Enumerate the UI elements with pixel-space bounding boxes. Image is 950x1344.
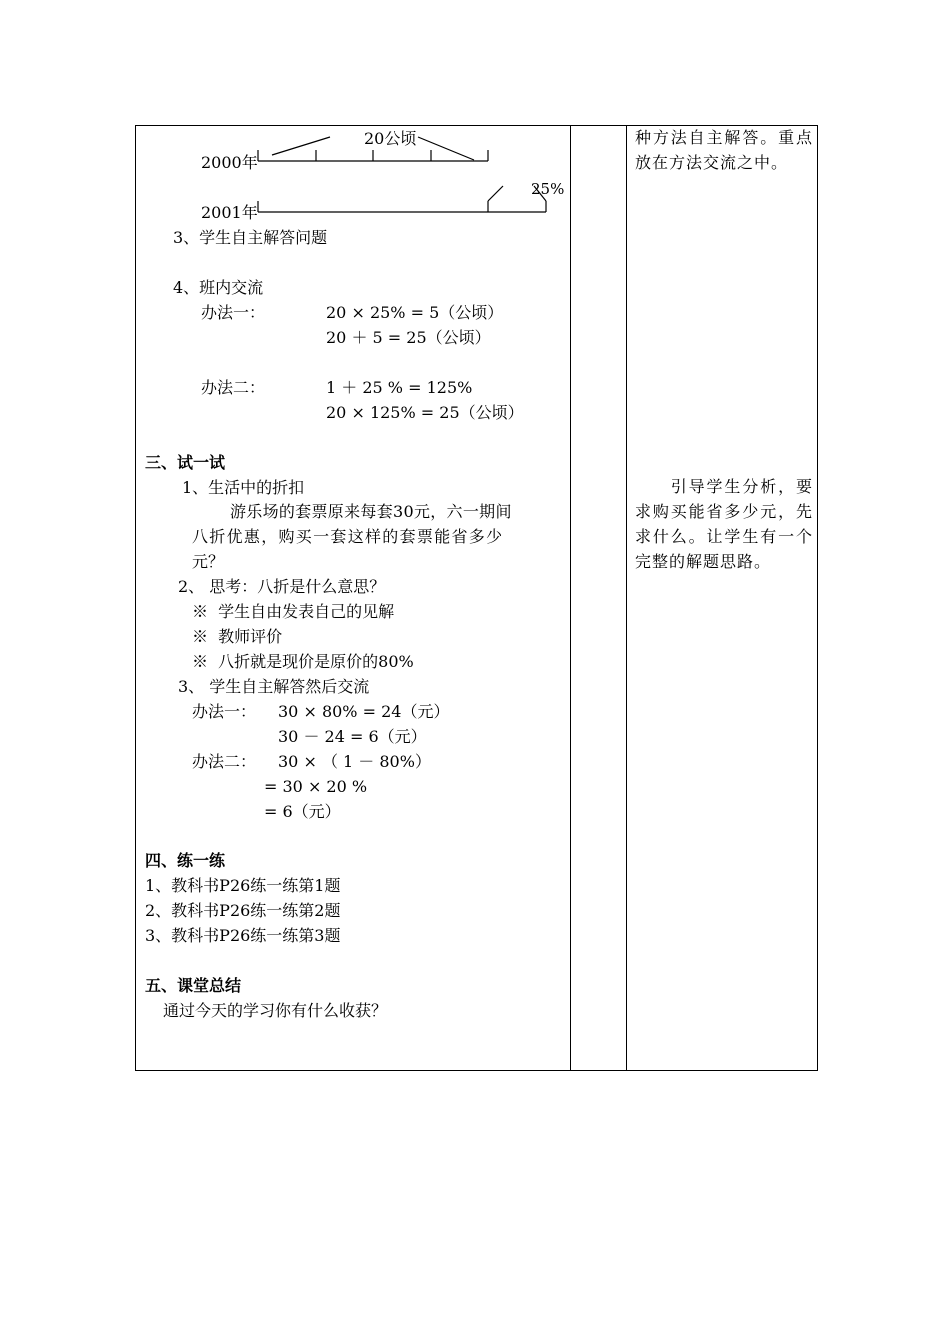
s3-method1-label: 办法一： (192, 702, 257, 721)
column-divider-2 (626, 125, 627, 1071)
note-2-text: 引导学生分析，要求购买能省多少元，先求什么。让学生有一个完整的解题思路。 (635, 477, 813, 571)
exercise-3: 3、教科书P26练一练第3题 (145, 926, 341, 945)
brace-left-2001 (488, 186, 503, 201)
teaching-note-2 (635, 474, 813, 574)
section3-item3: 3、 学生自主解答然后交流 (178, 677, 370, 696)
method1-label: 办法一： (201, 303, 266, 322)
bullet-2: ※ 教师评价 (192, 627, 283, 646)
s3-method2-line3: = 6（元） (264, 802, 341, 821)
bullet-1: ※ 学生自由发表自己的见解 (192, 602, 395, 621)
s3-method1-line1: 30 × 80% = 24（元） (278, 702, 450, 721)
method1-line1: 20 × 25% = 5（公顷） (326, 303, 504, 322)
column-divider-1 (570, 125, 571, 1071)
s3-method2-line2: = 30 × 20 % (264, 777, 368, 796)
note-1-text: 种方法自主解答。重点放在方法交流之中。 (635, 128, 813, 172)
percent-label: 25% (531, 180, 565, 198)
exercise-2: 2、教科书P26练一练第2题 (145, 901, 341, 920)
bullet-3: ※ 八折就是现价是原价的80% (192, 652, 414, 671)
year-2001-label: 2001年 (201, 203, 258, 222)
brace-left (272, 137, 330, 155)
section3-item1: 1、生活中的折扣 (182, 478, 305, 497)
total-area-label: 20公顷 (364, 129, 417, 148)
step-3: 3、学生自主解答问题 (173, 228, 328, 247)
s3-method2-label: 办法二： (192, 752, 257, 771)
method1-line2: 20 ＋ 5 = 25（公顷） (326, 328, 491, 347)
s3-method1-line2: 30 － 24 = 6（元） (278, 727, 427, 746)
section3-heading: 三、试一试 (145, 453, 226, 472)
problem-line2: 八折优惠，购买一套这样的套票能省多少 (192, 527, 504, 546)
problem-line3: 元？ (192, 552, 225, 571)
summary-question: 通过今天的学习你有什么收获？ (163, 1001, 388, 1020)
method2-line2: 20 × 125% = 25（公顷） (326, 403, 524, 422)
s3-method2-line1: 30 × （ 1 － 80%） (278, 752, 431, 771)
method2-label: 办法二： (201, 378, 266, 397)
step-4: 4、班内交流 (173, 278, 264, 297)
section3-item2: 2、 思考：八折是什么意思？ (178, 577, 386, 596)
brace-right (418, 137, 474, 160)
problem-line1: 游乐场的套票原来每套30元，六一期间 (230, 502, 512, 521)
exercise-1: 1、教科书P26练一练第1题 (145, 876, 341, 895)
section5-heading: 五、课堂总结 (145, 976, 242, 995)
year-2000-label: 2000年 (201, 153, 258, 172)
section4-heading: 四、练一练 (145, 851, 226, 870)
teaching-note-1 (635, 125, 813, 175)
method2-line1: 1 ＋ 25 % = 125% (326, 378, 473, 397)
